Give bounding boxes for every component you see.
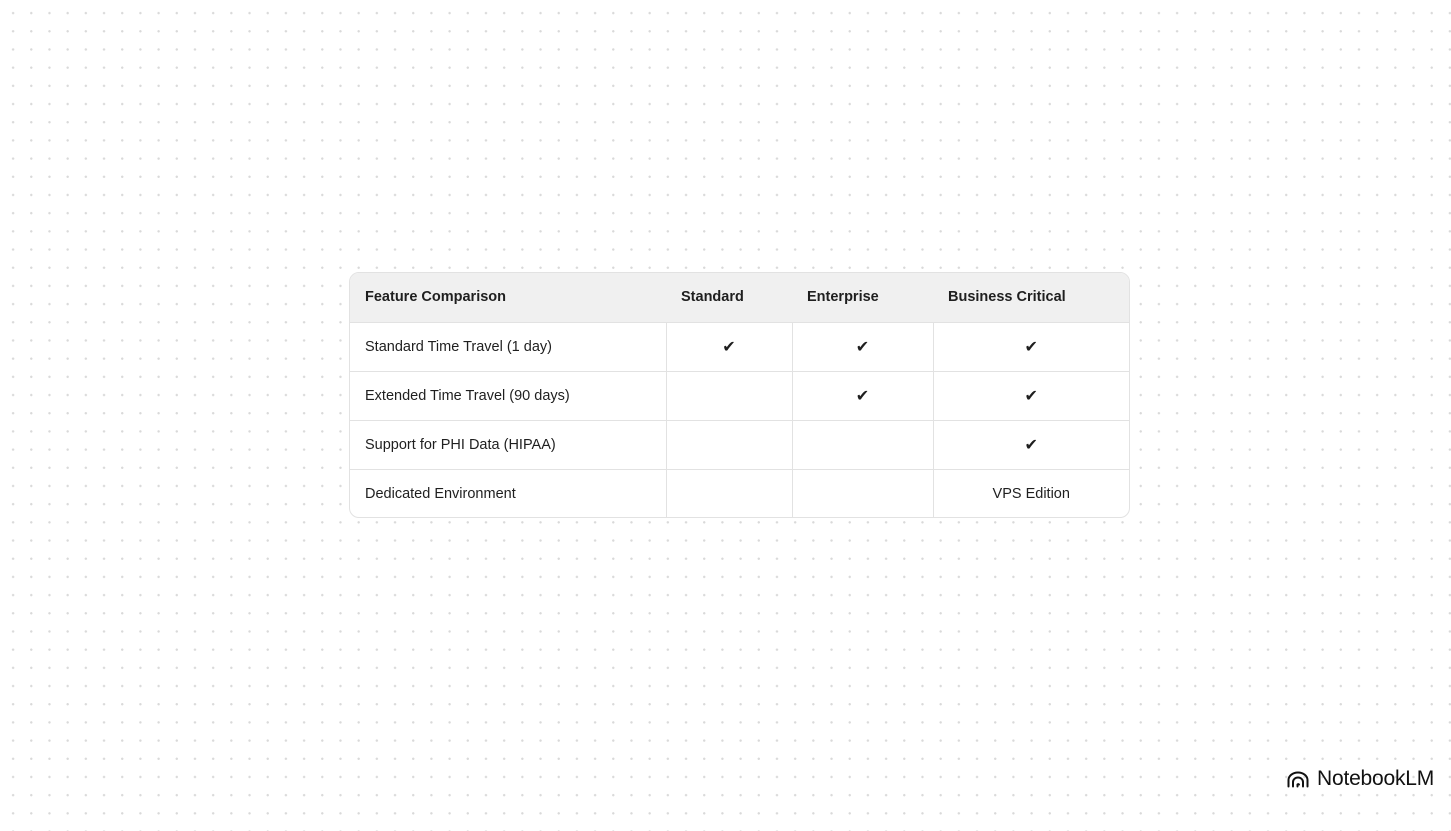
table-row [350, 322, 1129, 371]
business-critical-cell: ✔ [933, 371, 1129, 420]
enterprise-cell: ✔ [792, 371, 933, 420]
notebooklm-logo-icon [1287, 771, 1309, 788]
feature-comparison-table [349, 272, 1130, 518]
enterprise-cell [792, 469, 933, 518]
table-row [350, 469, 1129, 518]
table-row [350, 420, 1129, 469]
standard-cell [666, 420, 792, 469]
business-critical-cell: VPS Edition [933, 469, 1129, 518]
header-feature-comparison: Feature Comparison [365, 289, 506, 306]
feature-cell: Standard Time Travel (1 day) [365, 338, 552, 355]
business-critical-cell: ✔ [933, 322, 1129, 371]
standard-cell [666, 469, 792, 518]
feature-cell: Support for PHI Data (HIPAA) [365, 436, 556, 453]
header-business-critical: Business Critical [948, 289, 1066, 306]
header-enterprise: Enterprise [807, 289, 879, 306]
feature-cell: Extended Time Travel (90 days) [365, 387, 570, 404]
brand-name: NotebookLM [1317, 767, 1435, 790]
feature-cell: Dedicated Environment [365, 485, 516, 502]
notebooklm-branding [1287, 764, 1434, 794]
business-critical-cell: ✔ [933, 420, 1129, 469]
standard-cell: ✔ [666, 322, 792, 371]
table-header-row [350, 273, 1129, 322]
header-standard: Standard [681, 289, 744, 306]
enterprise-cell: ✔ [792, 322, 933, 371]
comparison-table [350, 273, 1129, 518]
enterprise-cell [792, 420, 933, 469]
standard-cell [666, 371, 792, 420]
table-row [350, 371, 1129, 420]
